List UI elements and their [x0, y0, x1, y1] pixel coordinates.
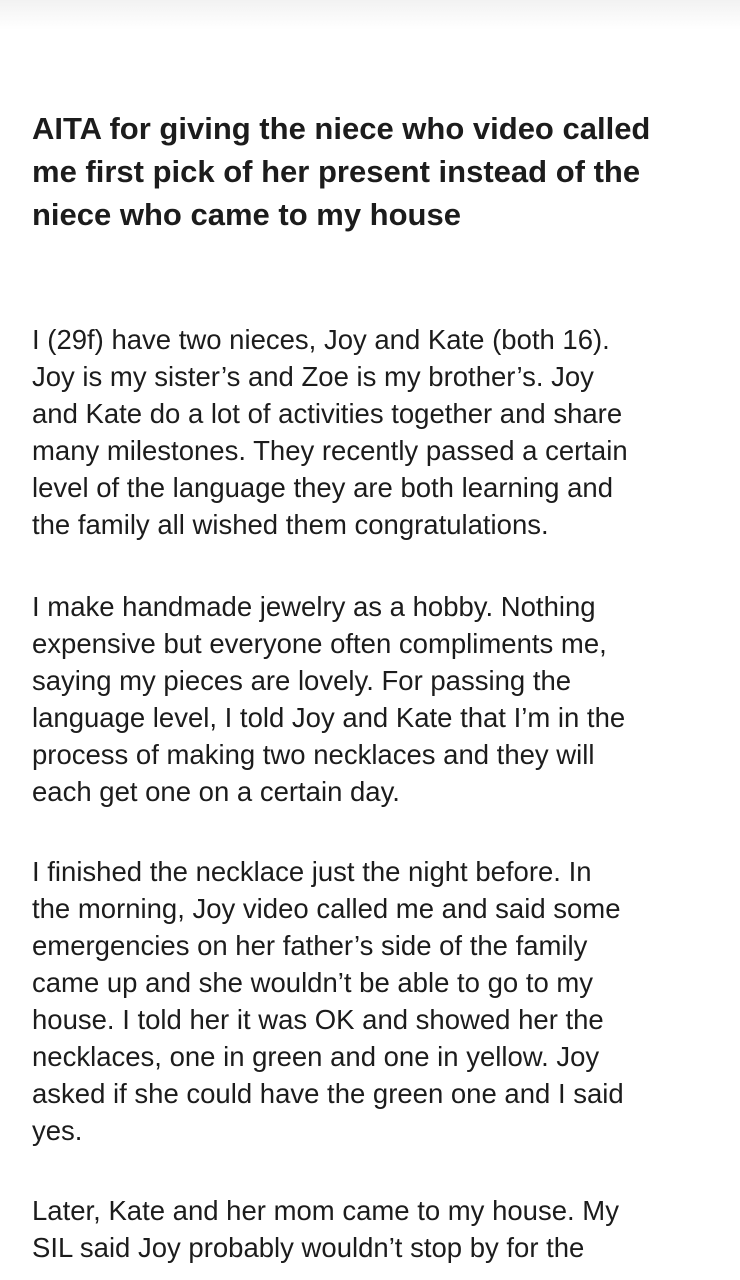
post-paragraph-2: I make handmade jewelry as a hobby. Nothing expensive but everyone often compliments me, saying my pieces are lovely. For passing the language level, I told Joy and Kate that I’m in the process of making two necklaces and they will each get one on a certain day. [32, 591, 626, 807]
post-paragraph-1: I (29f) have two nieces, Joy and Kate (both 16). Joy is my sister’s and Zoe is my brother’s. Joy and Kate do a lot of activities together and share many milestones. They recently passed a certain level of the language they are both learning and the family all wished them congratulations. [32, 324, 628, 540]
post-paragraph-4: Later, Kate and her mom came to my house. My SIL said Joy probably wouldn’t stop by for the [32, 1195, 619, 1263]
top-fade [0, 0, 740, 30]
post-title: AITA for giving the niece who video called me first pick of her present instead of the niece who came to my house [32, 111, 651, 232]
post-paragraph-3: I finished the necklace just the night before. In the morning, Joy video called me and said some emergencies on her father’s side of the family came up and she wouldn’t be able to go to my house. I told her it was OK and showed her the necklaces, one in green and one in yellow. Joy asked if she could have the green one and I said yes. [32, 856, 624, 1146]
